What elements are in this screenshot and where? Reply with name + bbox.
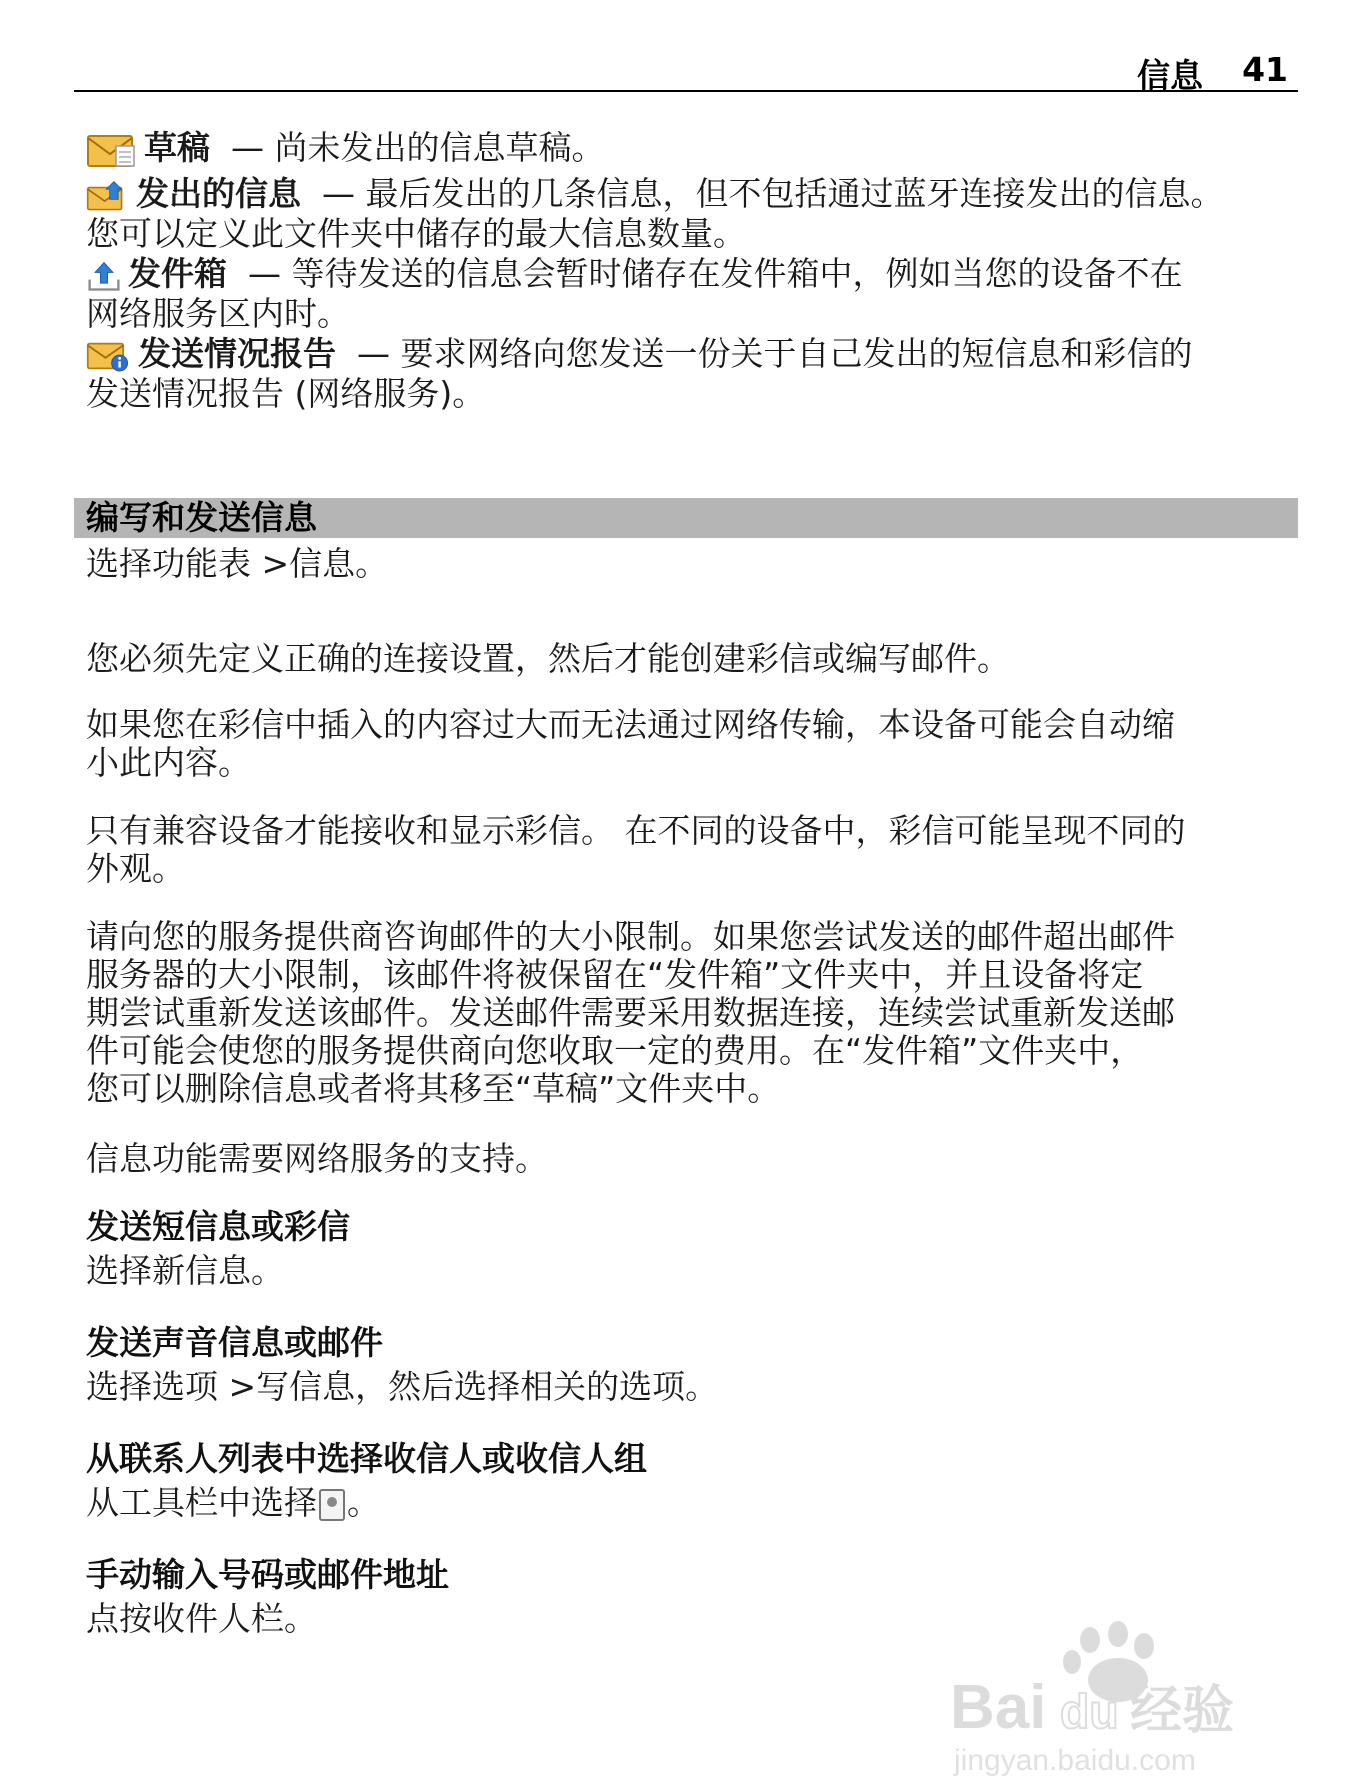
intro-end: 。 — [355, 544, 389, 583]
menu-path-messages: 信息 — [289, 544, 356, 583]
paragraph-line: 您可以删除信息或者将其移至“草稿”文件夹中。 — [86, 1069, 781, 1108]
paragraph — [86, 640, 1296, 678]
watermark-brand: Bai — [950, 1673, 1047, 1742]
paragraph-line: 外观。 — [86, 849, 185, 888]
sent-envelope-icon — [86, 178, 130, 214]
menu-path-separator: > — [261, 544, 290, 583]
paragraph-line: 服务器的大小限制，该邮件将被保留在“发件箱”文件夹中，并且设备将定 — [86, 955, 1144, 994]
menu-item-new-message: 新信息 — [152, 1251, 251, 1290]
paragraph — [86, 706, 1296, 782]
page-number: 41 — [1242, 50, 1288, 89]
folder-sent — [86, 174, 1296, 254]
task-heading: 发送声音信息或邮件 — [86, 1323, 383, 1362]
watermark-brand-cn: 经验 — [1130, 1681, 1235, 1741]
folder-delivery-reports — [86, 334, 1296, 414]
menu-path-separator: > — [228, 1367, 257, 1406]
paragraph-line: 期尝试重新发送该邮件。发送邮件需要采用数据连接，连续尝试重新发送邮 — [86, 993, 1175, 1032]
section-heading: 编写和发送信息 — [74, 498, 1298, 538]
folder-description-line: 发送情况报告 (网络服务)。 — [86, 374, 486, 413]
contacts-icon — [319, 1489, 345, 1521]
delivery-report-envelope-icon — [86, 338, 132, 374]
task-body-text: 点按收件人栏。 — [86, 1599, 317, 1638]
paragraph-line: 小此内容。 — [86, 743, 251, 782]
task-body-text: 选择 — [86, 1367, 152, 1406]
task-body-text: ，然后选择相关的选项。 — [355, 1367, 719, 1406]
task-body-text: 从工具栏中选择 — [86, 1483, 317, 1522]
folder-name: 发出的信息 — [136, 174, 301, 213]
folder-name: 发送情况报告 — [138, 334, 336, 373]
task-body — [86, 1368, 1296, 1406]
watermark-brand2: du — [1060, 1686, 1119, 1739]
folder-description-line: 您可以定义此文件夹中储存的最大信息数量。 — [86, 214, 746, 253]
paragraph-line: 如果您在彩信中插入的内容过大而无法通过网络传输，本设备可能会自动缩 — [86, 705, 1175, 744]
outbox-upload-icon — [86, 258, 122, 294]
folder-description: — 要求网络向您发送一份关于自己发出的短信息和彩信的 — [356, 334, 1193, 373]
paragraph — [86, 812, 1296, 888]
task-heading: 手动输入号码或邮件地址 — [86, 1555, 449, 1594]
paragraph-line: 只有兼容设备才能接收和显示彩信。 在不同的设备中，彩信可能呈现不同的 — [86, 811, 1186, 850]
baidu-jingyan-watermark — [940, 1610, 1280, 1780]
folder-description: — 等待发送的信息会暂时储存在发件箱中，例如当您的设备不在 — [247, 254, 1183, 293]
page-header — [74, 40, 1298, 95]
task-heading: 发送短信息或彩信 — [86, 1207, 350, 1246]
folder-description-line: 网络服务区内时。 — [86, 294, 350, 333]
paragraph-line: 件可能会使您的服务提供商向您收取一定的费用。在“发件箱”文件夹中， — [86, 1031, 1144, 1070]
task-body-text: 选择 — [86, 1251, 152, 1290]
paragraph — [86, 1140, 1296, 1178]
folder-description: — 最后发出的几条信息，但不包括通过蓝牙连接发出的信息。 — [321, 174, 1224, 213]
task-body-text: 。 — [347, 1483, 380, 1522]
task-heading: 从联系人列表中选择收信人或收信人组 — [86, 1439, 647, 1478]
drafts-envelope-icon — [86, 132, 138, 168]
paragraph-line: 信息功能需要网络服务的支持。 — [86, 1139, 548, 1178]
paragraph-line: 您必须先定义正确的连接设置，然后才能创建彩信或编写邮件。 — [86, 639, 1010, 678]
paragraph-line: 请向您的服务提供商咨询邮件的大小限制。如果您尝试发送的邮件超出邮件 — [86, 917, 1175, 956]
section-intro — [86, 545, 1296, 583]
task-body — [86, 1252, 1296, 1290]
folder-description: — 尚未发出的信息草稿。 — [230, 128, 605, 167]
task-body-text: 。 — [251, 1251, 284, 1290]
paragraph — [86, 918, 1296, 1108]
watermark-url: jingyan.baidu.com — [954, 1744, 1196, 1777]
folder-name: 草稿 — [144, 128, 210, 167]
folder-outbox — [86, 254, 1296, 334]
menu-item-options: 选项 — [152, 1367, 218, 1406]
folder-name: 发件箱 — [128, 254, 227, 293]
intro-prefix: 选择 — [86, 544, 152, 583]
menu-path-function-table: 功能表 — [152, 544, 251, 583]
menu-item-write-message: 写信息 — [256, 1367, 356, 1406]
header-section-title: 信息 — [1137, 56, 1203, 95]
folder-drafts — [86, 128, 1296, 168]
task-body — [86, 1484, 1296, 1522]
